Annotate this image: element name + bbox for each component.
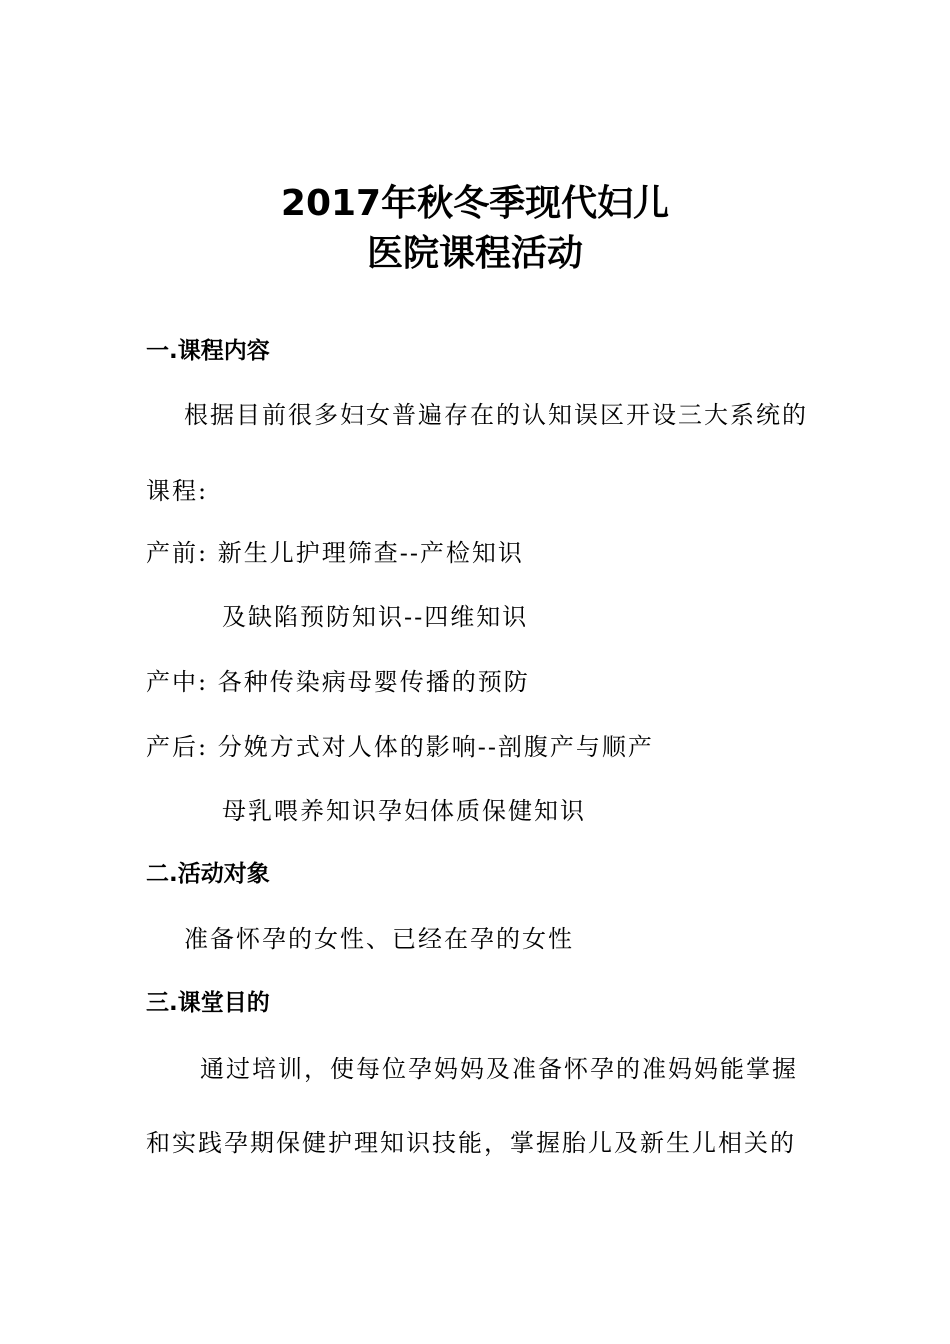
course-postnatal-line-2: 母乳喂养知识孕妇体质保健知识: [222, 797, 586, 825]
target-text: 准备怀孕的女性、已经在孕的女性: [184, 925, 574, 953]
document-title-line-1: 2017年秋冬季现代妇儿: [280, 183, 670, 224]
section-heading-course: 一.课程内容: [146, 338, 270, 364]
course-prenatal-line-2: 及缺陷预防知识--四维知识: [222, 603, 529, 631]
purpose-text-line-2: 和实践孕期保健护理知识技能，掌握胎儿及新生儿相关的: [146, 1129, 796, 1157]
course-intrapartum-line: 产中: 各种传染病母婴传播的预防: [146, 668, 530, 696]
section-heading-target: 二.活动对象: [146, 861, 270, 887]
document-title-line-2: 医院课程活动: [366, 233, 583, 274]
course-prenatal-line-1: 产前: 新生儿护理筛查--产检知识: [146, 539, 524, 567]
course-postnatal-line-1: 产后: 分娩方式对人体的影响--剖腹产与顺产: [146, 733, 654, 761]
section-heading-purpose: 三.课堂目的: [146, 990, 270, 1016]
course-intro-line-1: 根据目前很多妇女普遍存在的认知误区开设三大系统的: [184, 401, 808, 429]
course-intro-line-2: 课程:: [146, 477, 209, 505]
purpose-text-line-1: 通过培训，使每位孕妈妈及准备怀孕的准妈妈能掌握: [200, 1055, 798, 1083]
